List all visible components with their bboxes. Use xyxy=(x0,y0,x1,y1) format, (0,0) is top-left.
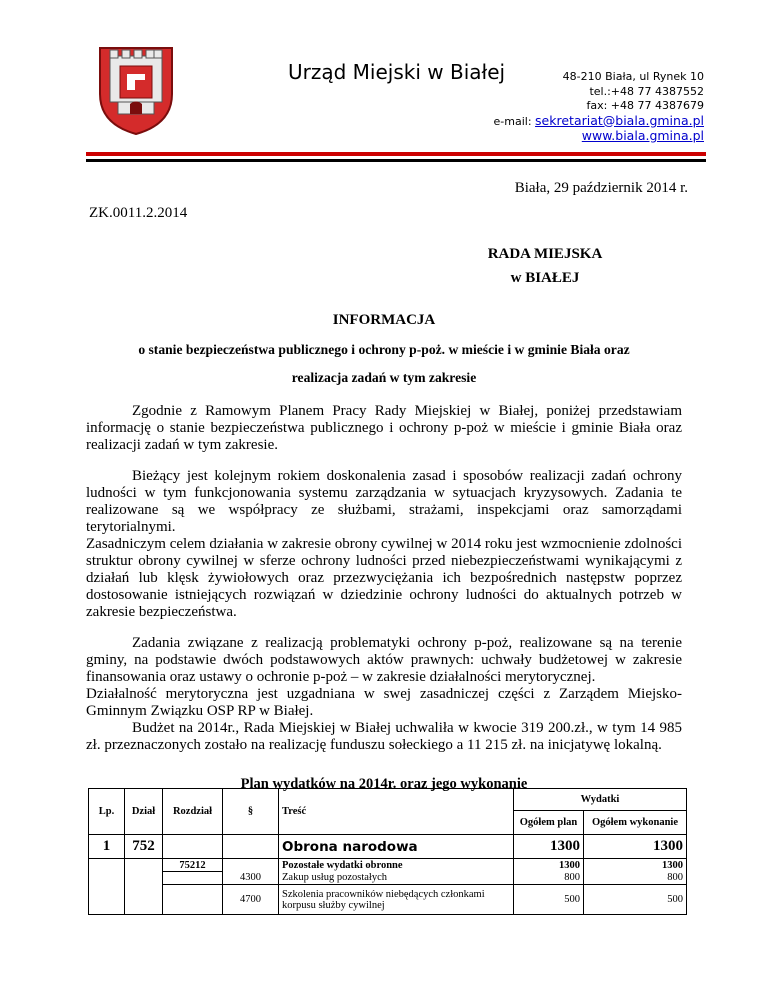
table-row xyxy=(89,872,687,885)
cell-tresc: Szkolenia pracowników niebędących członkami korpusu służby cywilnej xyxy=(279,885,514,915)
paragraph-5: Działalność merytoryczna jest uzgadniana w swej zasadniczej części z Zarządem Miejsko-Gminnym Związku OSP RP w Białej. xyxy=(86,686,682,719)
website-link[interactable]: www.biala.gmina.pl xyxy=(581,128,704,143)
header-ogolem-wykonanie: Ogółem wykonanie xyxy=(584,811,687,835)
cell-paragraf xyxy=(223,859,279,872)
cell-lp xyxy=(89,872,125,885)
document-subtitle xyxy=(86,336,682,392)
subtitle-line-1: o stanie bezpieczeństwa publicznego i ochrony p-poż. w mieście i w gminie Biała oraz xyxy=(138,342,630,357)
coat-of-arms-logo xyxy=(90,36,182,136)
phone: tel.:+48 77 4387552 xyxy=(589,84,704,98)
cell-plan: 500 xyxy=(514,885,584,915)
cell-lp xyxy=(89,885,125,915)
cell-rozdzial: 75212 xyxy=(163,859,223,872)
table-row xyxy=(89,835,687,859)
cell-rozdzial xyxy=(163,885,223,915)
cell-tresc: Pozostałe wydatki obronne xyxy=(279,859,514,872)
cell-wykonanie: 500 xyxy=(584,885,687,915)
cell-dzial xyxy=(125,859,163,872)
paragraph-6: Budżet na 2014r., Rada Miejskiej w Białej uchwaliła w kwocie 319 200.zł., w tym 14 985 zł. przeznaczonych zostało na realizację funduszu sołeckiego a 11 215 zł. na inicjatywę lokalną. xyxy=(86,720,682,753)
cell-lp xyxy=(89,859,125,872)
recipient xyxy=(475,242,615,290)
header-rozdzial: Rozdział xyxy=(163,789,223,835)
reference-number: ZK.0011.2.2014 xyxy=(89,205,188,221)
letter-date: Biała, 29 październik 2014 r. xyxy=(514,180,688,196)
cell-tresc: Obrona narodowa xyxy=(279,835,514,859)
paragraph-2: Bieżący jest kolejnym rokiem doskonalenia zasad i sposobów realizacji zadań ochrony ludności w tym funkcjonowania systemu zarządzania w sytuacjach kryzysowych. Zadania te realizowane są we współpracy ze służbami, strażami, inspekcjami oraz samorządami terytorialnymi. xyxy=(86,468,682,535)
header-wydatki: Wydatki xyxy=(514,789,687,811)
cell-wykonanie: 1300 xyxy=(584,835,687,859)
letter-body xyxy=(86,403,682,754)
header-ogolem-plan: Ogółem plan xyxy=(514,811,584,835)
recipient-line-1: RADA MIEJSKA xyxy=(487,246,603,262)
address: 48-210 Biała, ul Rynek 10 xyxy=(562,70,704,83)
cell-wykonanie: 1300 xyxy=(584,859,687,872)
paragraph-1: Zgodnie z Ramowym Planem Pracy Rady Miejskiej w Białej, poniżej przedstawiam informację o stanie bezpieczeństwa publicznego i ochrony p-poż w mieście i gminie Biała oraz realizacji zadań w tym zakresie. xyxy=(86,403,682,453)
paragraph-3: Zasadniczym celem działania w zakresie obrony cywilnej w 2014 roku jest wzmocnienie zdolności struktur obrony cywilnej w sferze ochrony ludności przed niebezpieczeństwami wynikającymi z działań lub klęsk żywiołowych oraz przezwyciężania ich bezpośrednich następstw poprzez dostosowanie istniejących rozwiązań w dziedzinie ochrony ludności do aktualnych potrzeb w zakresie bezpieczeństwa. xyxy=(86,536,682,620)
office-name: Urząd Miejski w Białej xyxy=(288,60,506,84)
cell-paragraf xyxy=(223,835,279,859)
header-dzial: Dział xyxy=(125,789,163,835)
header-divider-red xyxy=(86,152,706,156)
header-lp: Lp. xyxy=(89,789,125,835)
recipient-line-2: w BIAŁEJ xyxy=(510,270,580,286)
table-row xyxy=(89,885,687,915)
subtitle-line-2: realizacja zadań w tym zakresie xyxy=(291,370,477,385)
plan-title: Plan wydatków na 2014r. oraz jego wykonanie xyxy=(240,776,528,792)
cell-dzial: 752 xyxy=(125,835,163,859)
document-title: INFORMACJA xyxy=(332,312,436,328)
header-paragraf: § xyxy=(223,789,279,835)
cell-tresc: Zakup usług pozostałych xyxy=(279,872,514,885)
paragraph-4: Zadania związane z realizacją problematyki ochrony p-poż, realizowane są na terenie gminy, na podstawie dwóch podstawowych aktów prawnych: uchwały budżetowej w zakresie finansowania oraz ustawy o ochronie p-poż – w zakresie działalności merytorycznej. xyxy=(86,635,682,685)
cell-paragraf: 4300 xyxy=(223,872,279,885)
cell-wykonanie: 800 xyxy=(584,872,687,885)
cell-paragraf: 4700 xyxy=(223,885,279,915)
contact-block xyxy=(494,70,704,145)
cell-plan: 1300 xyxy=(514,835,584,859)
expenditure-table xyxy=(88,788,687,915)
table-row xyxy=(89,859,687,872)
cell-dzial xyxy=(125,872,163,885)
cell-lp: 1 xyxy=(89,835,125,859)
cell-rozdzial xyxy=(163,835,223,859)
email-line xyxy=(494,114,704,130)
header-tresc: Treść xyxy=(279,789,514,835)
cell-plan: 800 xyxy=(514,872,584,885)
cell-plan: 1300 xyxy=(514,859,584,872)
cell-dzial xyxy=(125,885,163,915)
email-link[interactable]: sekretariat@biala.gmina.pl xyxy=(535,112,704,128)
fax: fax: +48 77 4387679 xyxy=(586,99,704,112)
header-divider-black xyxy=(86,159,706,162)
cell-rozdzial xyxy=(163,872,223,885)
email-label: e-mail: xyxy=(493,114,532,128)
